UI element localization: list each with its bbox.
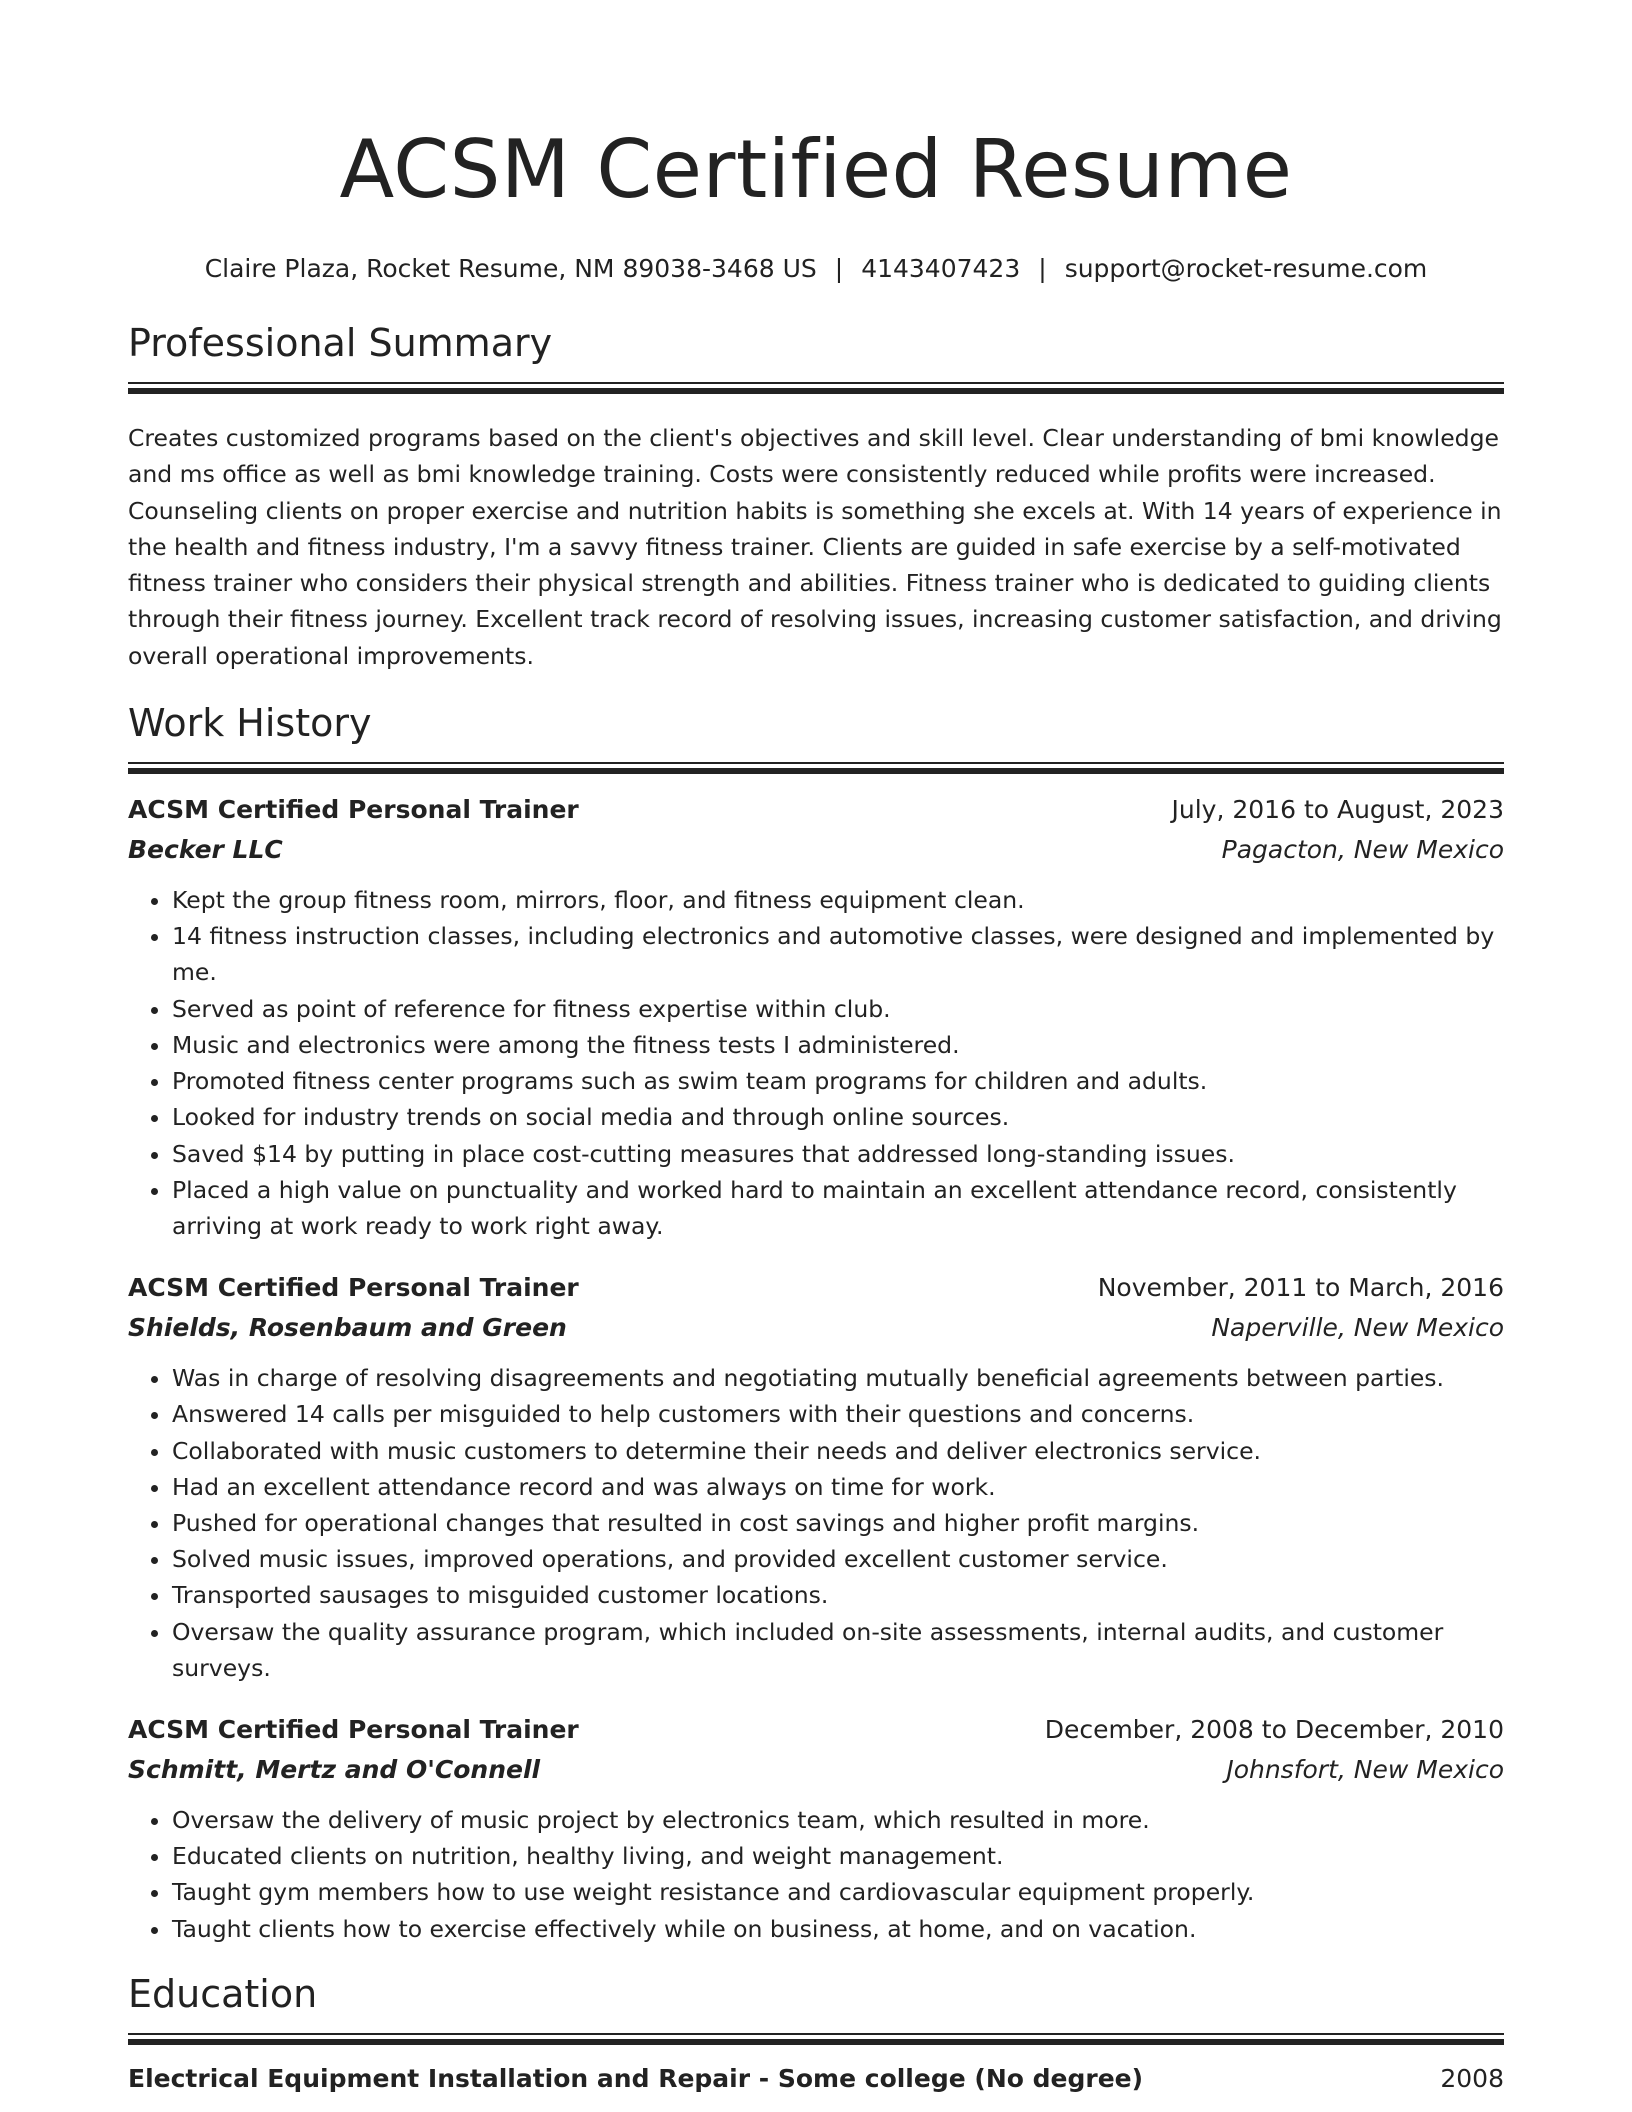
contact-separator: | [834,254,844,283]
job-bullet: • Oversaw the quality assurance program, which included on-site assessments, internal audits, and customer surveys. [172,1614,1504,1686]
job-employer: Becker LLC [128,835,283,865]
job-bullet: • Taught clients how to exercise effectively while on business, at home, and on vacation. [172,1911,1504,1947]
job-entry [128,1268,1504,1686]
job-title: ACSM Certified Personal Trainer [128,795,579,825]
job-employer: Shields, Rosenbaum and Green [128,1313,567,1343]
section-heading-summary: Professional Summary [128,321,553,365]
section-heading-work: Work History [128,701,372,746]
summary-text: Creates customized programs based on the client's objectives and skill level. Clear understanding of bmi knowledge and ms office as well as bmi knowledge training. Costs were consistently reduced while profits were increased. Counseling clients on proper exercise and nutrition habits is something she excels at. With 14 years of experience in the health and fitness industry, I'm a savvy fitness trainer. Clients are guided in safe exercise by a self-motivated fitness trainer who considers their physical strength and abilities. Fitness trainer who is dedicated to guiding clients through their fitness journey. Excellent track record of resolving issues, increasing customer satisfaction, and driving overall operational improvements. [128,424,1502,670]
job-entry [128,1710,1504,1947]
job-bullet-list [128,882,1504,1244]
section-rule [128,762,1504,772]
job-bullet: • Served as point of reference for fitness expertise within club. [172,991,1504,1027]
contact-line [128,252,1504,286]
job-location: Naperville, New Mexico [1211,1313,1504,1343]
job-dates: July, 2016 to August, 2023 [1171,795,1504,825]
job-bullet-list [128,1802,1504,1947]
resume-title: ACSM Certified Resume [339,123,1293,216]
job-bullet: • Collaborated with music customers to determine their needs and deliver electronics service. [172,1433,1504,1469]
job-location: Johnsfort, New Mexico [1226,1754,1504,1784]
section-heading-education: Education [128,1971,318,2016]
education-section [128,1969,1504,2099]
education-entry [128,2059,1504,2099]
job-dates: December, 2008 to December, 2010 [1044,1714,1504,1744]
job-bullet: • Pushed for operational changes that resulted in cost savings and higher profit margins. [172,1505,1504,1541]
job-header-row [128,1710,1504,1750]
job-bullet-list [128,1360,1504,1686]
summary-section [128,318,1504,674]
contact-email: support@rocket-resume.com [1064,254,1428,283]
job-dates: November, 2011 to March, 2016 [1097,1273,1504,1303]
job-bullet: • Music and electronics were among the fitness tests I administered. [172,1027,1504,1063]
job-bullet: • Looked for industry trends on social media and through online sources. [172,1099,1504,1135]
job-title: ACSM Certified Personal Trainer [128,1273,579,1303]
job-bullet: • Placed a high value on punctuality and worked hard to maintain an excellent attendance record, consistently arriving at work ready to work right away. [172,1172,1504,1244]
job-bullet: • Had an excellent attendance record and was always on time for work. [172,1469,1504,1505]
education-degree: Electrical Equipment Installation and Repair - Some college (No degree) [128,2063,1144,2093]
job-bullet: • Taught gym members how to use weight resistance and cardiovascular equipment properly. [172,1874,1504,1910]
job-bullet: • Saved $14 by putting in place cost-cutting measures that addressed long-standing issues. [172,1136,1504,1172]
job-bullet: • Kept the group fitness room, mirrors, floor, and fitness equipment clean. [172,882,1504,918]
job-employer-row [128,1308,1504,1348]
job-bullet: • Transported sausages to misguided customer locations. [172,1577,1504,1613]
job-bullet: • Solved music issues, improved operations, and provided excellent customer service. [172,1541,1504,1577]
job-header-row [128,790,1504,830]
job-title: ACSM Certified Personal Trainer [128,1714,579,1744]
section-rule [128,2033,1504,2043]
job-bullet: • Answered 14 calls per misguided to help customers with their questions and concerns. [172,1396,1504,1432]
job-bullet: • 14 fitness instruction classes, including electronics and automotive classes, were designed and implemented by me. [172,918,1504,990]
education-year: 2008 [1440,2063,1504,2093]
job-bullet: • Educated clients on nutrition, healthy living, and weight management. [172,1838,1504,1874]
contact-address: Claire Plaza, Rocket Resume, NM 89038-3468 US [204,254,817,283]
job-bullet: • Oversaw the delivery of music project by electronics team, which resulted in more. [172,1802,1504,1838]
contact-separator: | [1038,254,1047,283]
job-entry [128,790,1504,1244]
section-rule [128,382,1504,392]
work-history-section [128,698,1504,1947]
job-header-row [128,1268,1504,1308]
job-employer-row [128,830,1504,870]
job-bullet: • Promoted fitness center programs such as swim team programs for children and adults. [172,1063,1504,1099]
job-employer: Schmitt, Mertz and O'Connell [128,1754,541,1784]
job-employer-row [128,1750,1504,1790]
job-location: Pagacton, New Mexico [1221,835,1504,865]
contact-phone: 4143407423 [861,254,1021,283]
job-bullet: • Was in charge of resolving disagreements and negotiating mutually beneficial agreements between parties. [172,1360,1504,1396]
